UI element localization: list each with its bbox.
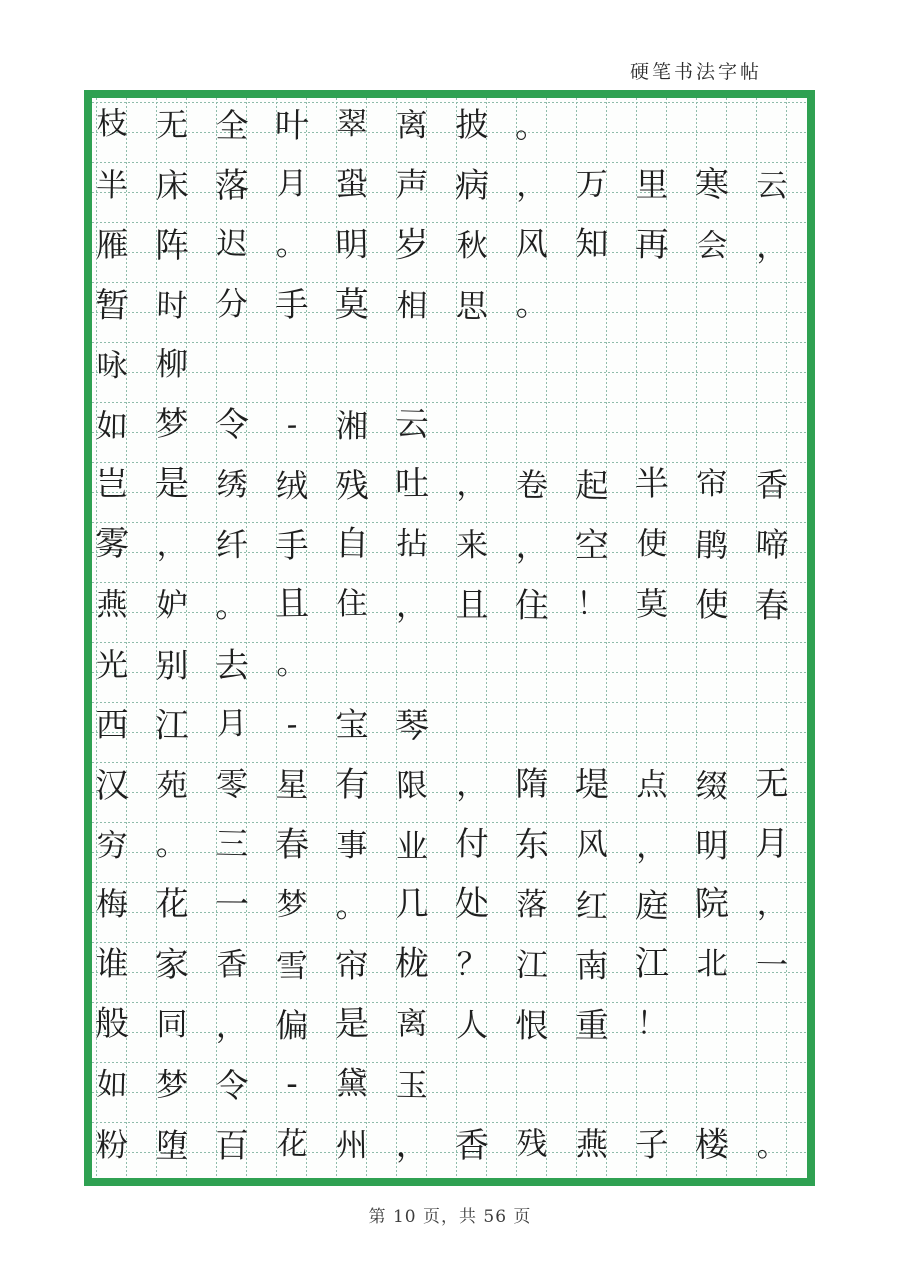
- grid-cell: 半: [634, 463, 670, 505]
- grid-cell: 点: [636, 766, 668, 804]
- grid-cell: 会: [696, 227, 728, 265]
- grid-cell: 江: [154, 705, 190, 747]
- grid-cell: 风: [515, 224, 549, 264]
- grid-row: [82, 455, 802, 515]
- grid-cell: 明: [334, 224, 369, 265]
- grid-cell: 使: [695, 584, 729, 625]
- grid-cell: 住: [514, 585, 550, 627]
- grid-cell: 再: [634, 224, 670, 266]
- grid-cell: 月: [276, 165, 308, 203]
- grid-cell: 令: [214, 404, 250, 446]
- grid-cell: 令: [215, 1065, 249, 1106]
- grid-cell: -: [286, 1064, 298, 1104]
- grid-cell: -: [286, 704, 298, 744]
- grid-cell: 起: [574, 465, 609, 506]
- grid-cell: 来: [455, 525, 489, 565]
- grid-cell: 如: [96, 1066, 128, 1104]
- grid-cell: ，: [156, 526, 188, 564]
- grid-cell: 北: [696, 946, 728, 982]
- grid-cell: 月: [754, 823, 790, 865]
- grid-row: [82, 1115, 802, 1175]
- grid-cell: 光: [95, 645, 129, 685]
- grid-cell: ，: [756, 885, 788, 923]
- grid-cell: 别: [155, 645, 189, 686]
- grid-cell: 梦: [276, 886, 308, 924]
- grid-cell: 啼: [755, 524, 790, 565]
- grid-cell: 阵: [155, 226, 189, 266]
- grid-cell: 花: [155, 883, 189, 924]
- grid-cell: 半: [95, 165, 129, 205]
- grid-cell: 手: [275, 526, 309, 565]
- grid-row: [82, 215, 802, 275]
- grid-cell: 缀: [695, 766, 729, 806]
- grid-cell: 声: [395, 164, 429, 205]
- grid-cell: 香: [755, 466, 788, 504]
- grid-cell: ，: [456, 466, 488, 504]
- grid-cell: 江: [635, 944, 669, 984]
- grid-cell: 绒: [275, 466, 309, 506]
- grid-cell: 零: [215, 765, 248, 803]
- grid-cell: 栊: [394, 943, 430, 985]
- grid-cell: 吐: [394, 463, 430, 505]
- grid-cell: 三: [215, 823, 250, 864]
- grid-cell: 宝: [335, 704, 369, 745]
- grid-cell: 帘: [696, 465, 728, 503]
- grid-cell: 事: [336, 828, 368, 864]
- grid-row: [82, 395, 442, 455]
- grid-cell: 重: [574, 1005, 610, 1047]
- grid-cell: ，: [395, 1124, 429, 1165]
- grid-cell: 。: [214, 585, 249, 626]
- grid-cell: 。: [275, 224, 309, 264]
- grid-cell: 一: [755, 945, 789, 985]
- grid-cell: 付: [455, 823, 489, 864]
- grid-cell: 相: [396, 287, 428, 325]
- grid-cell: 人: [455, 1005, 489, 1045]
- grid-cell: 纤: [215, 525, 249, 565]
- grid-cell: 限: [396, 767, 428, 805]
- grid-cell: 云: [395, 403, 430, 444]
- grid-cell: 月: [216, 705, 248, 743]
- grid-cell: 妒: [155, 585, 189, 625]
- grid-cell: 汉: [94, 765, 130, 807]
- grid-cell: 自: [334, 523, 370, 565]
- grid-cell: 。: [276, 645, 308, 683]
- grid-cell: ，: [516, 167, 548, 205]
- grid-cell: 。: [515, 106, 549, 146]
- grid-cell: 云: [756, 167, 788, 205]
- grid-row: [82, 815, 802, 875]
- grid-cell: 楼: [694, 1124, 730, 1166]
- grid-row: [82, 995, 682, 1055]
- grid-cell: 帘: [335, 945, 369, 986]
- grid-cell: 星: [275, 764, 309, 805]
- grid-cell: 去: [214, 645, 250, 687]
- grid-cell: 红: [575, 886, 609, 926]
- grid-cell: 燕: [96, 586, 128, 624]
- grid-cell: 堕: [155, 1125, 189, 1166]
- grid-cell: ，: [515, 525, 549, 566]
- grid-cell: 如: [95, 406, 129, 446]
- grid-cell: 。: [514, 283, 549, 324]
- grid-cell: 蛩: [335, 164, 369, 204]
- grid-cell: 堤: [574, 764, 610, 806]
- grid-cell: 雾: [94, 523, 130, 565]
- grid-row: [82, 755, 802, 815]
- grid-cell: 梦: [155, 1065, 189, 1105]
- grid-cell: 一: [214, 884, 250, 926]
- grid-cell: 湘: [335, 406, 369, 446]
- grid-cell: 思: [455, 286, 489, 326]
- grid-cell: 枝: [96, 105, 128, 143]
- grid-cell: 几: [395, 883, 429, 924]
- grid-cell: 东: [514, 824, 550, 866]
- grid-cell: 时: [156, 287, 188, 325]
- grid-cell: 梦: [154, 403, 189, 444]
- grid-cell: 残: [516, 1125, 548, 1163]
- grid-row: [82, 875, 802, 935]
- grid-cell: 秋: [456, 227, 488, 265]
- grid-cell: 粉: [95, 1125, 129, 1165]
- grid-cell: 万: [575, 164, 609, 204]
- practice-grid-frame: [84, 90, 815, 1186]
- grid-cell: 拈: [396, 525, 428, 563]
- grid-cell: 离: [396, 1005, 428, 1043]
- grid-cell: 州: [335, 1125, 369, 1165]
- grid-cell: 全: [215, 105, 249, 146]
- grid-cell: 且: [455, 585, 489, 624]
- grid-cell: 无: [755, 763, 789, 804]
- grid-cell: ，: [395, 586, 428, 624]
- grid-row: [82, 95, 562, 155]
- grid-cell: 般: [94, 1003, 130, 1045]
- grid-cell: 寒: [695, 165, 729, 205]
- grid-cell: 手: [275, 285, 309, 324]
- grid-cell: 残: [335, 465, 370, 506]
- grid-cell: 。: [335, 886, 369, 926]
- grid-cell: 苑: [156, 767, 188, 805]
- grid-cell: ！: [636, 1005, 668, 1043]
- grid-cell: 香: [455, 1126, 489, 1166]
- grid-cell: 咏: [96, 347, 128, 385]
- grid-cell: 明: [695, 825, 729, 866]
- grid-cell: 黛: [336, 1066, 368, 1102]
- grid-cell: 分: [215, 284, 249, 324]
- grid-cell: ，: [215, 1006, 249, 1046]
- grid-cell: 雁: [95, 224, 129, 265]
- grid-row: [82, 935, 802, 995]
- grid-cell: 卷: [515, 465, 549, 505]
- grid-cell: 叶: [274, 105, 310, 147]
- grid-cell: 梅: [95, 884, 129, 924]
- grid-cell: 业: [395, 827, 428, 865]
- grid-cell: 处: [454, 883, 490, 925]
- grid-cell: 暂: [94, 285, 130, 327]
- grid-cell: ，: [635, 826, 669, 866]
- grid-cell: 有: [334, 764, 370, 806]
- grid-cell: 穷: [96, 827, 128, 865]
- grid-row: [82, 155, 802, 215]
- grid-cell: 岁: [394, 224, 430, 266]
- page-header-title: 硬笔书法字帖: [629, 61, 762, 83]
- grid-cell: 是: [334, 1003, 370, 1045]
- grid-cell: ？: [456, 946, 488, 984]
- grid-row: [82, 275, 562, 335]
- grid-row: [82, 515, 802, 575]
- grid-cell: 翠: [336, 105, 368, 143]
- grid-cell: 空: [574, 525, 610, 567]
- grid-cell: 庭: [635, 885, 669, 926]
- grid-cell: 使: [636, 525, 668, 563]
- grid-cell: 落: [516, 887, 548, 923]
- grid-cell: 是: [155, 464, 189, 504]
- grid-cell: ，: [455, 764, 489, 804]
- grid-cell: 床: [155, 165, 190, 206]
- grid-cell: 西: [95, 705, 129, 744]
- grid-cell: 春: [754, 585, 790, 627]
- grid-cell: 且: [274, 583, 310, 625]
- grid-cell: 知: [575, 223, 609, 264]
- grid-cell: 风: [576, 826, 608, 864]
- grid-cell: 春: [274, 824, 310, 866]
- grid-cell: 绣: [216, 466, 248, 504]
- grid-cell: 院: [694, 883, 730, 925]
- grid-cell: 鹃: [695, 525, 729, 565]
- grid-cell: 住: [336, 585, 368, 623]
- grid-cell: 花: [276, 1125, 308, 1163]
- grid-cell: 病: [454, 165, 490, 207]
- grid-row: [82, 695, 442, 755]
- grid-cell: 莫: [635, 584, 669, 624]
- grid-cell: 同: [156, 1007, 188, 1043]
- grid-row: [82, 335, 202, 395]
- grid-cell: 迟: [216, 225, 248, 263]
- grid-cell: 燕: [575, 1124, 609, 1164]
- grid-row: [82, 1055, 442, 1115]
- grid-cell: 香: [216, 946, 248, 984]
- grid-cell: 偏: [275, 1005, 309, 1046]
- grid-cell: 谁: [95, 943, 129, 984]
- page-number: 第 10 页，共 56 页: [368, 1207, 532, 1227]
- grid-cell: 子: [634, 1124, 669, 1165]
- grid-cell: 莫: [335, 285, 369, 325]
- grid-cell: 岂: [95, 464, 129, 503]
- grid-cell: 百: [214, 1125, 250, 1167]
- grid-cell: 离: [395, 105, 429, 145]
- grid-cell: -: [286, 406, 298, 444]
- grid-cell: 里: [635, 165, 669, 204]
- grid-cell: 恨: [515, 1005, 549, 1046]
- grid-cell: 。: [756, 1127, 788, 1165]
- grid-cell: 雪: [275, 946, 309, 986]
- grid-cell: 无: [155, 105, 189, 145]
- grid-cell: ！: [576, 585, 608, 623]
- grid-cell: 披: [455, 104, 489, 145]
- grid-cell: 落: [214, 165, 250, 207]
- grid-cell: 。: [155, 824, 189, 864]
- grid-cell: 隋: [515, 763, 549, 804]
- grid-cell: 琴: [394, 705, 430, 747]
- grid-cell: 玉: [395, 1065, 429, 1105]
- grid-cell: 家: [154, 944, 190, 986]
- grid-cell: 江: [515, 945, 549, 985]
- character-grid: [92, 98, 807, 1178]
- grid-row: [82, 575, 802, 635]
- grid-row: [82, 635, 322, 695]
- grid-cell: ，: [755, 226, 789, 266]
- grid-cell: 柳: [155, 344, 189, 384]
- grid-cell: 南: [575, 945, 609, 986]
